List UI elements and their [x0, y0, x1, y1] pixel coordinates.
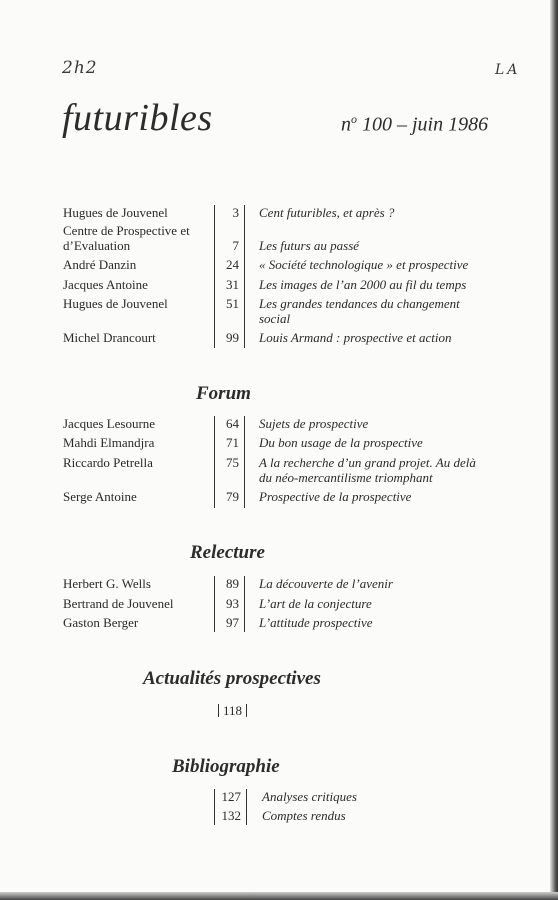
toc-article-title: Prospective de la prospective [259, 489, 412, 504]
toc-page-number: 93 [226, 596, 239, 611]
toc-page-number: 64 [226, 416, 239, 431]
toc-article-title: Les images de l’an 2000 au fil du temps [259, 277, 467, 292]
toc-divider-right [244, 576, 245, 632]
toc-author: Hugues de Jouvenel [63, 205, 168, 220]
toc-article-title: Louis Armand : prospective et action [259, 330, 452, 345]
toc-page-number: 127 [221, 789, 241, 804]
toc-article-title: Cent futuribles, et après ? [259, 205, 395, 220]
magazine-title: futuribles [62, 97, 213, 139]
toc-author: Michel Drancourt [63, 330, 156, 345]
handwritten-note-right: LA [495, 62, 521, 78]
section-heading-forum: Forum [196, 383, 251, 404]
toc-author: Bertrand de Jouvenel [63, 596, 174, 611]
toc-page-number: 75 [226, 455, 239, 470]
section-heading-relecture: Relecture [190, 542, 265, 563]
toc-page-number: 3 [232, 205, 239, 220]
toc-article-title: Sujets de prospective [259, 416, 369, 431]
toc-page-number: 118 [223, 703, 243, 718]
toc-article-title: Du bon usage de la prospective [259, 435, 423, 450]
toc-article-title: Les futurs au passé [259, 238, 360, 253]
handwritten-note-left: 2h2 [62, 58, 98, 78]
toc-author: Jacques Antoine [63, 277, 148, 292]
page-edge-shadow-bottom [0, 892, 558, 900]
toc-author: Serge Antoine [63, 489, 137, 504]
toc-page-number: 31 [226, 277, 239, 292]
toc-article-title: L’attitude prospective [259, 615, 373, 630]
toc-page-number: 132 [221, 808, 241, 823]
toc-page-number: 71 [226, 435, 239, 450]
toc-author: Gaston Berger [63, 615, 139, 630]
page-edge-shadow-right [550, 0, 558, 900]
toc-divider-right [244, 416, 245, 508]
section-heading-bibliographie: Bibliographie [172, 756, 280, 777]
toc-page-number: 51 [226, 296, 239, 311]
toc-author: Jacques Lesourne [63, 416, 156, 431]
toc-page-number: 99 [226, 330, 239, 345]
issue-prefix: n [341, 113, 351, 136]
toc-article-title: Comptes rendus [262, 808, 346, 823]
toc-divider-right [246, 789, 247, 825]
issue-superscript: o [351, 112, 357, 126]
divider [218, 704, 219, 717]
section-heading-actualites: Actualités prospectives [143, 668, 321, 689]
toc-page-number: 24 [226, 257, 239, 272]
toc-author: Riccardo Petrella [63, 455, 153, 470]
toc-page-number: 7 [232, 238, 239, 253]
divider [246, 704, 247, 717]
toc-author: André Danzin [63, 257, 137, 272]
actualites-page-number[interactable] [214, 703, 251, 719]
toc-author: Herbert G. Wells [63, 576, 151, 591]
toc-author: Centre de Prospective et d’Evaluation [63, 223, 190, 253]
toc-page-number: 79 [226, 489, 239, 504]
toc-article-title: Analyses critiques [262, 789, 357, 804]
toc-article-title: « Société technologique » et prospective [259, 257, 469, 272]
toc-page-number: 89 [226, 576, 239, 591]
issue-label [341, 112, 488, 137]
toc-article-title: Les grandes tendances du changement social [259, 296, 460, 326]
toc-page-number: 97 [226, 615, 239, 630]
toc-author: Hugues de Jouvenel [63, 296, 168, 311]
toc-article-title: A la recherche d’un grand projet. Au delà du néo-mercantilisme triomphant [259, 455, 476, 485]
toc-author: Mahdi Elmandjra [63, 435, 155, 450]
toc-article-title: L’art de la conjecture [259, 596, 372, 611]
issue-number-date: 100 – juin 1986 [357, 113, 489, 136]
toc-divider-right [244, 205, 245, 348]
toc-article-title: La découverte de l’avenir [259, 576, 393, 591]
